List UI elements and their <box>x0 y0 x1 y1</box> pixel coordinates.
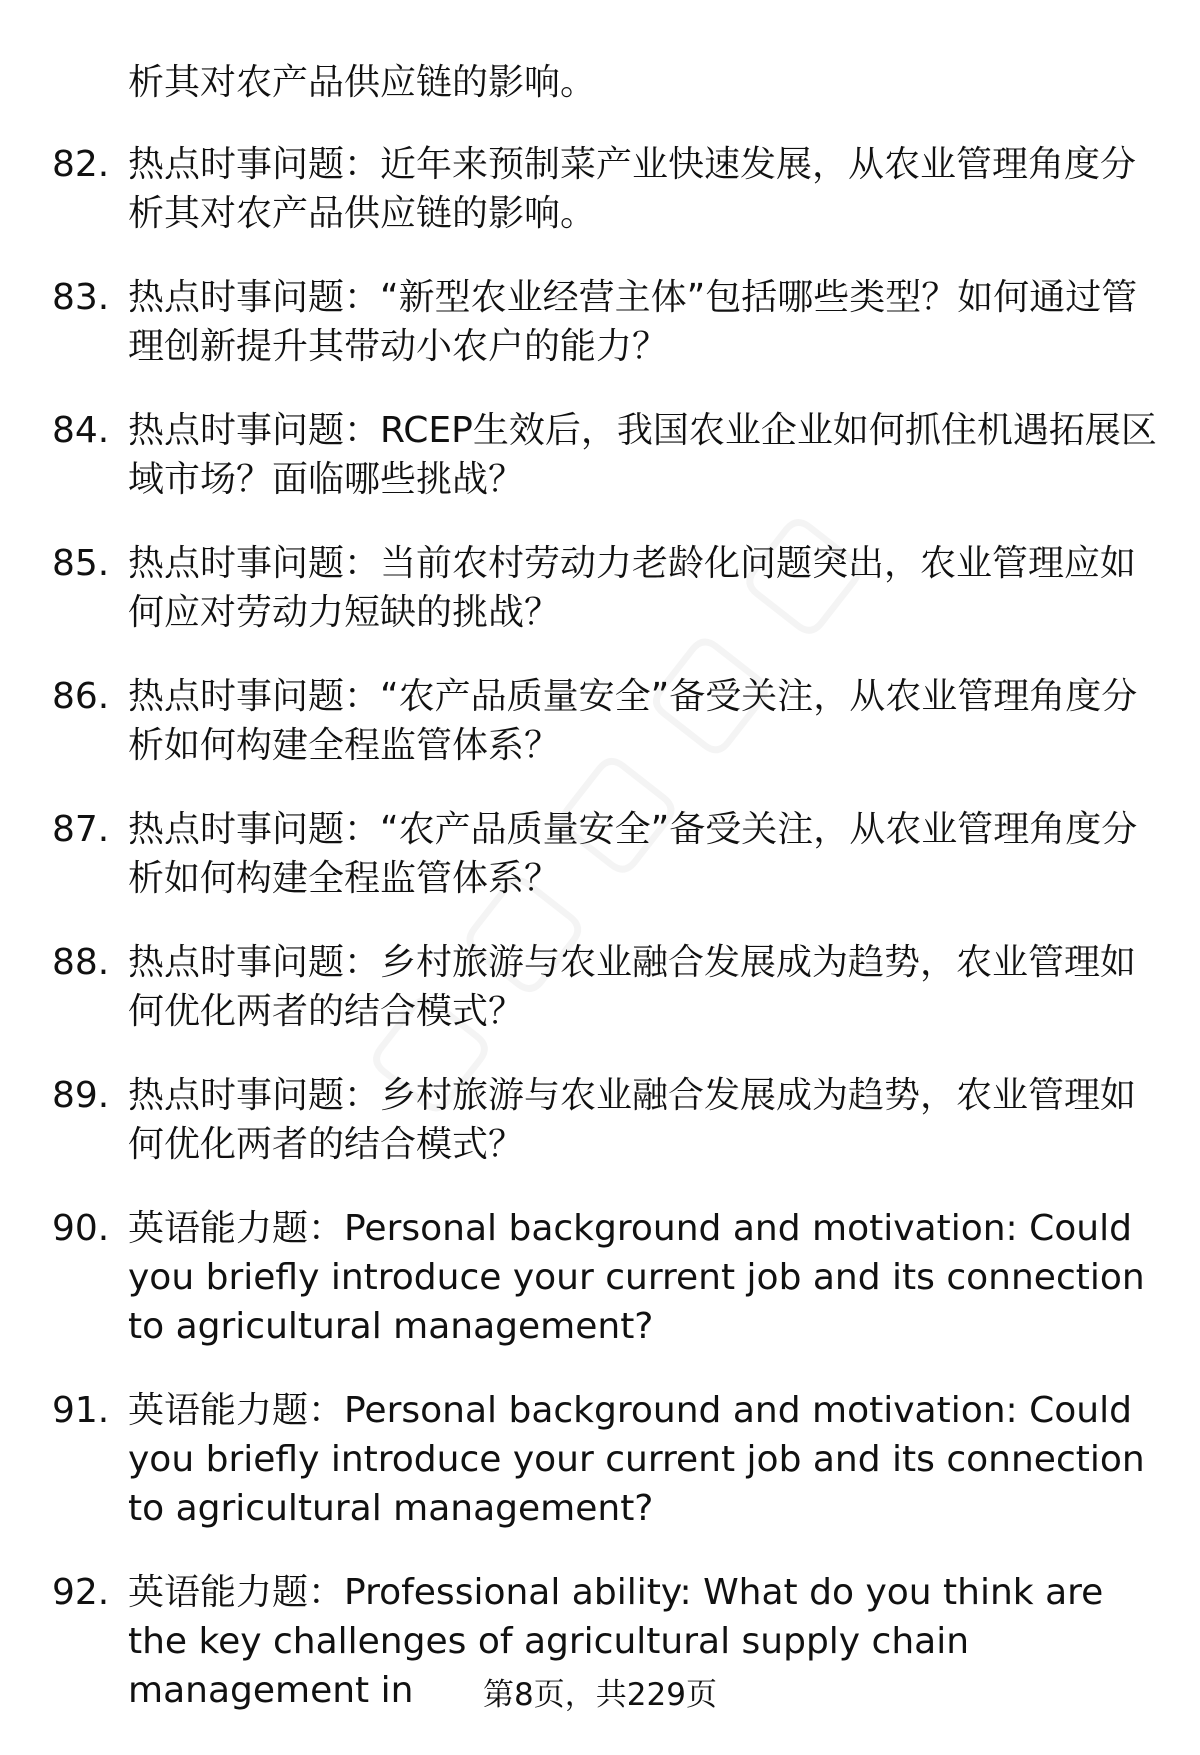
question-number: 86. <box>52 676 110 717</box>
question-text: 热点时事问题：“新型农业经营主体”包括哪些类型？如何通过管理创新提升其带动小农户的能力？ <box>128 277 1138 367</box>
question-number: 89. <box>52 1075 110 1116</box>
question-number: 83. <box>52 277 110 318</box>
question-text: 热点时事问题：“农产品质量安全”备受关注，从农业管理角度分析如何构建全程监管体系？ <box>128 809 1138 899</box>
page-indicator: 第8页，共229页 <box>483 1677 717 1713</box>
question-text: 英语能力题：Personal background and motivation: Could you briefly introduce your current job and its connection to agricultural management? <box>128 1390 1145 1529</box>
question-item <box>0 938 1200 1036</box>
question-item <box>0 273 1200 371</box>
question-list <box>0 140 1200 1750</box>
continuation-text: 析其对农产品供应链的影响。 <box>128 62 597 103</box>
question-number: 92. <box>52 1572 110 1613</box>
question-item <box>0 672 1200 770</box>
question-text: 英语能力题：Personal background and motivation: Could you briefly introduce your current job and its connection to agricultural management? <box>128 1208 1145 1347</box>
question-number: 88. <box>52 942 110 983</box>
question-text: 热点时事问题：“农产品质量安全”备受关注，从农业管理角度分析如何构建全程监管体系？ <box>128 676 1138 766</box>
question-number: 84. <box>52 410 110 451</box>
question-item <box>0 539 1200 637</box>
question-number: 82. <box>52 144 110 185</box>
question-text: 热点时事问题：近年来预制菜产业快速发展，从农业管理角度分析其对农产品供应链的影响。 <box>128 144 1137 234</box>
question-item <box>0 140 1200 238</box>
question-item <box>0 1386 1200 1533</box>
question-number: 90. <box>52 1208 110 1249</box>
question-text: 热点时事问题：RCEP生效后，我国农业企业如何抓住机遇拓展区域市场？面临哪些挑战？ <box>128 410 1157 500</box>
question-text: 英语能力题：Professional ability: What do you think are the key challenges of agricultural supply chain management in <box>128 1572 1104 1711</box>
question-text: 热点时事问题：乡村旅游与农业融合发展成为趋势，农业管理如何优化两者的结合模式？ <box>128 1075 1137 1165</box>
question-item <box>0 1071 1200 1169</box>
question-number: 91. <box>52 1390 110 1431</box>
question-text: 热点时事问题：乡村旅游与农业融合发展成为趋势，农业管理如何优化两者的结合模式？ <box>128 942 1137 1032</box>
question-item <box>0 406 1200 504</box>
question-number: 87. <box>52 809 110 850</box>
question-number: 85. <box>52 543 110 584</box>
question-item <box>0 805 1200 903</box>
question-item <box>0 1204 1200 1351</box>
question-text: 热点时事问题：当前农村劳动力老龄化问题突出，农业管理应如何应对劳动力短缺的挑战？ <box>128 543 1137 633</box>
